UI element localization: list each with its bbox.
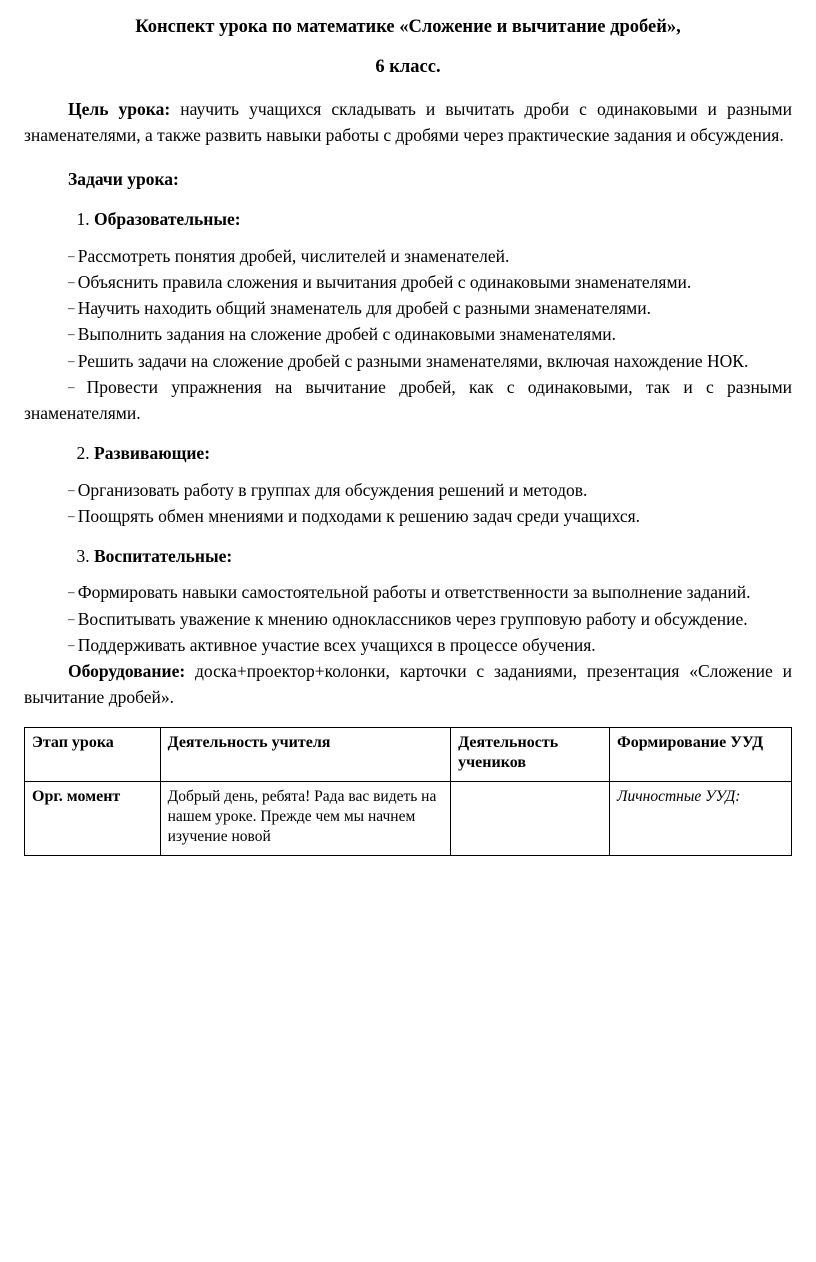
cell-stage: Орг. момент — [25, 782, 161, 855]
list-item: – Объяснить правила сложения и вычитания дробей с одинаковыми знаменателями. — [68, 271, 692, 292]
table-header-row — [25, 727, 792, 782]
dash-bullet-icon: – — [68, 378, 87, 394]
dash-bullet-icon: – — [68, 247, 78, 263]
dash-bullet-icon: – — [68, 273, 78, 289]
dash-bullet-icon: – — [68, 610, 78, 626]
dash-bullet-icon: – — [68, 636, 78, 652]
table-row — [25, 782, 792, 855]
tasks-group-heading-developing: 2. Развивающие: — [94, 440, 792, 466]
document-title-line-2: 6 класс. — [375, 56, 441, 77]
column-header-stage: Этап урока — [25, 727, 161, 782]
equipment-text: доска+проектор+колонки, карточки с заданиями, презентация «Сложение и вычитание дробей». — [24, 661, 792, 708]
lesson-goal-paragraph — [24, 96, 792, 149]
lesson-goal-text: научить учащихся складывать и вычитать дроби с одинаковыми и разными знаменателями, а также развить навыки работы с дробями через практические задания и обсуждения. — [24, 98, 792, 145]
upbringing-items-list — [24, 579, 792, 658]
tasks-group-list — [24, 206, 792, 232]
lesson-tasks-heading: Задачи урока: — [68, 169, 179, 189]
equipment-label: Оборудование: — [68, 661, 186, 681]
column-header-uud: Формирование УУД — [610, 727, 792, 782]
list-item: – Формировать навыки самостоятельной работы и ответственности за выполнение заданий. — [68, 582, 751, 603]
list-item: – Организовать работу в группах для обсуждения решений и методов. — [68, 479, 588, 500]
developing-items-list — [24, 477, 792, 530]
list-item: – Поощрять обмен мнениями и подходами к решению задач среди учащихся. — [68, 505, 641, 526]
column-header-teacher-activity: Деятельность учителя — [160, 727, 451, 782]
dash-bullet-icon: – — [68, 300, 78, 315]
dash-bullet-icon: – — [68, 507, 78, 523]
dash-bullet-icon: – — [68, 584, 78, 600]
tasks-group-heading-upbringing: 3. Воспитательные: — [94, 543, 792, 569]
list-item: – Научить находить общий знаменатель для дробей с разными знаменателями. — [68, 298, 651, 318]
tasks-group-list-upbringing — [24, 543, 792, 569]
tasks-group-list-developing — [24, 440, 792, 466]
lesson-goal-label: Цель урока: — [68, 98, 171, 119]
equipment-paragraph — [24, 658, 792, 711]
list-item: – Решить задачи на сложение дробей с разными знаменателями, включая нахождение НОК. — [68, 350, 749, 371]
list-item: – Воспитывать уважение к мнению одноклассников через групповую работу и обсуждение. — [68, 608, 748, 629]
list-item: – Рассмотреть понятия дробей, числителей и знаменателей. — [68, 245, 510, 266]
document-title-line-1: Конспект урока по математике «Сложение и вычитание дробей», — [135, 17, 681, 37]
dash-bullet-icon: – — [68, 326, 78, 342]
tasks-group-heading-educational: 1. Образовательные: — [94, 206, 792, 232]
lesson-plan-table — [24, 727, 792, 856]
list-item: – Поддерживать активное участие всех учащихся в процессе обучения. — [68, 634, 596, 655]
cell-teacher-activity: Добрый день, ребята! Рада вас видеть на нашем уроке. Прежде чем мы начнем изучение новой — [160, 782, 451, 855]
column-header-student-activity: Деятельность учеников — [451, 727, 610, 782]
cell-student-activity — [451, 782, 610, 855]
dash-bullet-icon: – — [68, 352, 78, 368]
cell-uud: Личностные УУД: — [610, 782, 792, 855]
list-item: – Выполнить задания на сложение дробей с одинаковыми знаменателями. — [68, 324, 617, 345]
educational-items-list — [24, 243, 792, 427]
list-item: – Провести упражнения на вычитание дробей, как с одинаковыми, так и с разными знаменателями. — [24, 376, 793, 423]
dash-bullet-icon: – — [68, 481, 78, 497]
